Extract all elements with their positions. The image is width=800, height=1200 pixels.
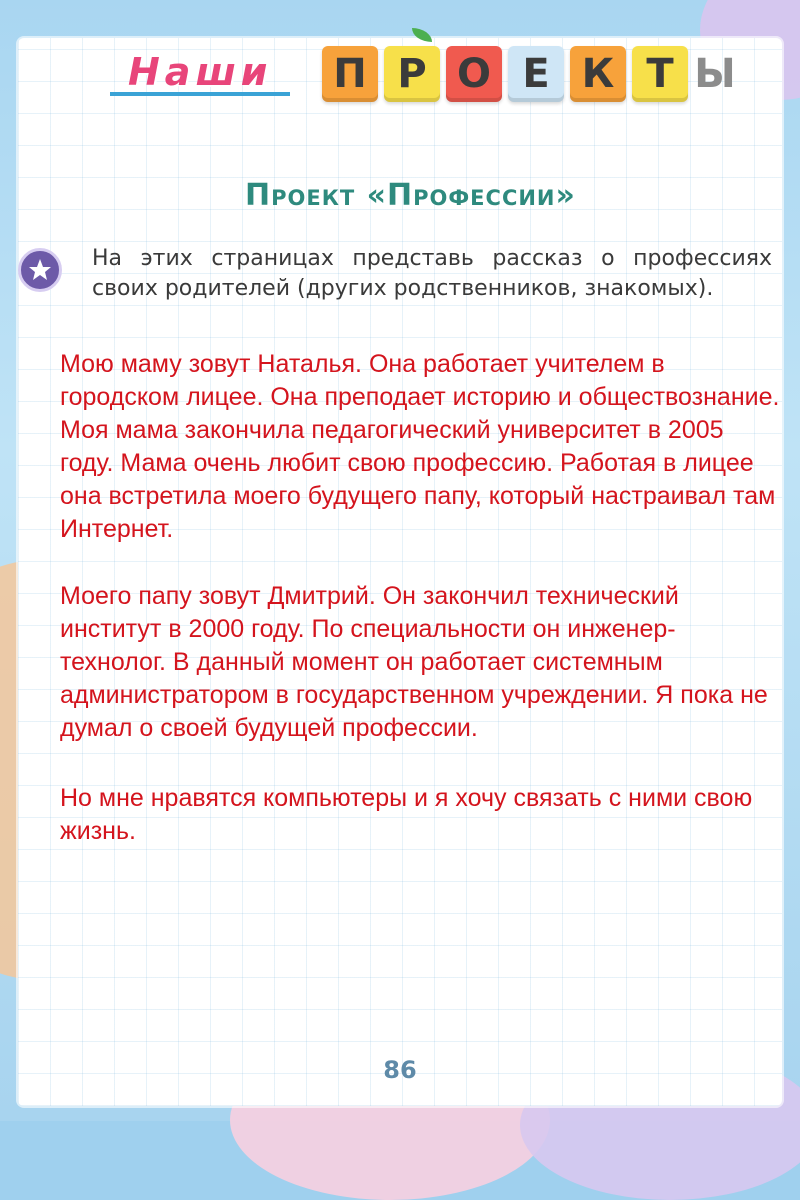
letter-tile: О	[446, 46, 502, 102]
letter-tile: П	[322, 46, 378, 102]
letter-tile: К	[570, 46, 626, 102]
header-letter-tiles	[322, 46, 736, 108]
header-word-nashi: Наши	[128, 50, 273, 94]
task-instruction: На этих страницах представь рассказ о профессиях своих родителей (других родственников, знакомых).	[92, 246, 772, 301]
story-paragraph-father: Моего папу зовут Дмитрий. Он закончил технический институт в 2000 году. По специальности он инженер-технолог. В данный момент он работает системным администратором в государственном учреждении. Я пока не думал о своей будущей профессии.	[60, 582, 768, 742]
letter-tile: Т	[632, 46, 688, 102]
star-badge-icon	[18, 248, 62, 292]
page-number: 86	[383, 1056, 417, 1084]
story-paragraph-self: Но мне нравятся компьютеры и я хочу связать с ними свою жизнь.	[60, 784, 753, 845]
letter-tile: Р	[384, 46, 440, 102]
project-title: Проект «Профессии»	[245, 178, 576, 213]
letter-tile: Ы	[694, 51, 736, 97]
story-paragraph-mother: Мою маму зовут Наталья. Она работает учителем в городском лицее. Она преподает историю и обществознание. Моя мама закончила педагогический университет в 2005 году. Мама очень любит свою профессию. Работая в лицее она встретила моего будущего папу, который настраивал там Интернет.	[60, 350, 780, 543]
letter-tile: Е	[508, 46, 564, 102]
